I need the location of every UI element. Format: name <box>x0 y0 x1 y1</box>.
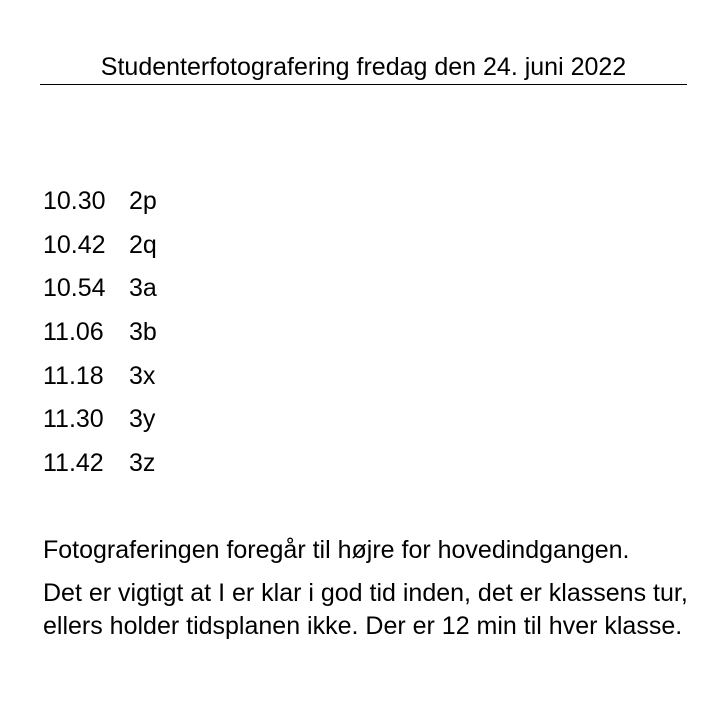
schedule-class: 3b <box>129 318 157 347</box>
schedule-time: 10.54 <box>43 274 106 303</box>
schedule-row <box>43 446 157 490</box>
schedule-time: 10.42 <box>43 230 106 259</box>
schedule-time: 11.06 <box>43 318 104 347</box>
schedule-class: 3z <box>129 449 156 478</box>
schedule-row <box>43 184 157 228</box>
schedule-row <box>43 402 157 446</box>
schedule-class: 3y <box>129 405 156 434</box>
schedule-time: 11.42 <box>43 449 104 478</box>
schedule-row <box>43 315 157 359</box>
schedule-list <box>43 184 157 490</box>
schedule-row <box>43 228 157 272</box>
schedule-row <box>43 271 157 315</box>
info-text <box>43 534 703 643</box>
page-title: Studenterfotografering fredag den 24. juni 2022 <box>100 53 627 81</box>
schedule-class: 2q <box>129 230 157 259</box>
schedule-class: 3x <box>129 361 156 390</box>
schedule-row <box>43 359 157 403</box>
schedule-time: 11.30 <box>43 405 104 434</box>
schedule-time: 11.18 <box>43 361 104 390</box>
instructions-paragraph: Det er vigtigt at I er klar i god tid inden, det er klassens tur, ellers holder tidsplanen ikke. Der er 12 min til hver klasse. <box>43 579 688 640</box>
schedule-time: 10.30 <box>43 187 106 215</box>
location-paragraph: Fotograferingen foregår til højre for hovedindgangen. <box>43 536 630 564</box>
schedule-class: 3a <box>129 274 157 303</box>
title-divider <box>40 84 687 85</box>
schedule-class: 2p <box>129 187 157 215</box>
